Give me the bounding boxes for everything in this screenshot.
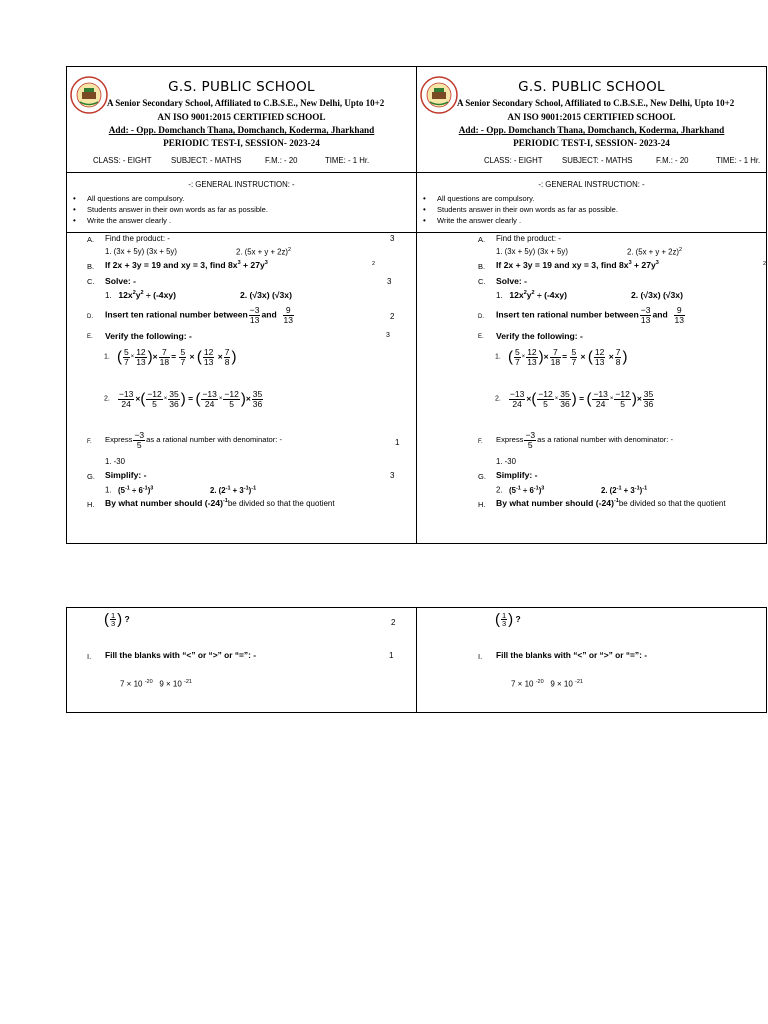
school-affiliation: A Senior Secondary School, Affiliated to C.B.S.E., New Delhi, Upto 10+2 (457, 98, 735, 108)
question-paper-right (416, 66, 767, 544)
question-text: Find the product: - (496, 234, 561, 243)
question-label: G. (87, 472, 95, 481)
school-address: Add: - Opp. Domchanch Thana, Domchanch, Koderma, Jharkhand (458, 125, 725, 135)
test-title: PERIODIC TEST-I, SESSION- 2023-24 (163, 138, 320, 148)
question-c-part-1: 1. $12x^2y^2 \div (-4xy)$ (105, 290, 177, 300)
question-label: B. (478, 262, 486, 271)
question-i-blank: 7 × 10 $^{-20}$ 9 × 10 $^{-21}$ (511, 679, 583, 689)
class-label: CLASS: - EIGHT (93, 156, 152, 165)
question-g-part-2: 2. $(2^{-1} + 3^{-1})^{-1}$ (601, 485, 648, 495)
paper-header (417, 67, 766, 173)
marks-b: 2 (372, 261, 376, 267)
instruction-item: • All questions are compulsory. (87, 193, 268, 204)
question-label: A. (478, 235, 486, 244)
verify-expression-1: 1. ( $\frac{5}{7}$ × $\frac{12}{13}$ )× $\frac{7}{18}$ = $\frac{5}{7}$ × ( $\frac{12}{13}$ × $\frac{7}{8}$ ) (104, 347, 237, 367)
question-label: H. (87, 500, 95, 509)
marks-e: 3 (386, 332, 390, 339)
time-label: TIME: - 1 Hr. (325, 156, 370, 165)
question-label: I. (478, 652, 483, 661)
question-a-part-2: 2. $(5x + y + 2z)^2$ (236, 247, 292, 257)
question-paper-left (66, 66, 417, 544)
question-h-continued: ( $\frac{1}{3}$ ) ? (104, 610, 130, 628)
question-text: By what number should $(-24)^{-1}be$ divided so that the quotient (105, 498, 335, 508)
subject-label: SUBJECT: - MATHS (562, 156, 633, 165)
instructions-list (87, 193, 268, 226)
school-name: G.S. PUBLIC SCHOOL (168, 79, 315, 95)
question-text: Simplify: - (105, 470, 147, 480)
question-text: Express $\frac{-3}{5}$ as a rational number with denominator: - (105, 430, 283, 450)
question-paper-right-continued (416, 607, 767, 713)
question-a-part-1: 1. (3x + 5y) (3x + 5y) (496, 247, 568, 256)
question-label: C. (478, 277, 486, 286)
school-address: Add: - Opp. Domchanch Thana, Domchanch, Koderma, Jharkhand (108, 125, 375, 135)
question-a-part-2: 2. $(5x + y + 2z)^2$ (627, 247, 683, 257)
question-text: Solve: - (496, 276, 528, 286)
school-affiliation: A Senior Secondary School, Affiliated to C.B.S.E., New Delhi, Upto 10+2 (107, 98, 385, 108)
question-label: B. (87, 262, 95, 271)
paper-header (67, 67, 416, 173)
verify-expression-2: 2. $\frac{-13}{24}$ ×( $\frac{-12}{5}$ × $\frac{35}{36}$ ) = ( $\frac{-13}{24}$ × $\frac{-12}{5}$ )× $\frac{35}{36}$ (104, 389, 263, 409)
marks-c: 3 (387, 277, 392, 286)
question-c-part-1: 1. $12x^2y^2 \div (-4xy)$ (496, 290, 568, 300)
question-label: D. (87, 314, 93, 320)
school-iso: AN ISO 9001:2015 CERTIFIED SCHOOL (157, 112, 326, 122)
fm-label: F.M.: - 20 (265, 156, 298, 165)
general-instructions (417, 173, 766, 233)
question-label: F. (87, 439, 92, 445)
question-text: Verify the following: - (496, 331, 583, 341)
question-text: Fill the blanks with “<” or “>” or “=”: - (105, 650, 257, 660)
class-label: CLASS: - EIGHT (484, 156, 543, 165)
instruction-item: • Write the answer clearly . (87, 215, 268, 226)
question-text: If 2x + 3y = 19 and xy = 3, find $8x^3 + 27y^3$ (105, 260, 268, 270)
instruction-item: • All questions are compulsory. (437, 193, 618, 204)
question-g-part-1: 1. $(5^{-1} \div 6^{-1})^3$ (105, 485, 154, 495)
marks-h: 2 (391, 618, 396, 627)
question-i-blank: 7 × 10 $^{-20}$ 9 × 10 $^{-21}$ (120, 679, 192, 689)
question-f-part-1: 1. -30 (496, 457, 516, 466)
question-label: G. (478, 472, 486, 481)
question-label: I. (87, 652, 92, 661)
question-h-continued: ( $\frac{1}{3}$ ) ? (495, 610, 521, 628)
marks-f: 1 (395, 438, 400, 447)
question-label: F. (478, 439, 483, 445)
question-c-part-2: 2. (√3x) (√3x) (240, 290, 292, 300)
question-label: E. (87, 334, 93, 340)
question-text: If 2x + 3y = 19 and xy = 3, find $8x^3 + 27y^3$ (496, 260, 659, 270)
marks-a: 3 (390, 234, 395, 243)
instructions-list (437, 193, 618, 226)
question-g-part-2: 2. $(2^{-1} + 3^{-1})^{-1}$ (210, 485, 257, 495)
school-iso: AN ISO 9001:2015 CERTIFIED SCHOOL (507, 112, 676, 122)
question-text: Find the product: - (105, 234, 170, 243)
instruction-item: • Students answer in their own words as far as possible. (437, 204, 618, 215)
subject-label: SUBJECT: - MATHS (171, 156, 242, 165)
instructions-title: -: GENERAL INSTRUCTION: - (538, 180, 645, 189)
school-name: G.S. PUBLIC SCHOOL (518, 79, 665, 95)
question-label: C. (87, 277, 95, 286)
question-f-part-1: 1. -30 (105, 457, 125, 466)
question-text: Express $\frac{-3}{5}$ as a rational number with denominator: - (496, 430, 674, 450)
question-c-part-2: 2. (√3x) (√3x) (631, 290, 683, 300)
instruction-item: • Write the answer clearly . (437, 215, 618, 226)
test-title: PERIODIC TEST-I, SESSION- 2023-24 (513, 138, 670, 148)
fm-label: F.M.: - 20 (656, 156, 689, 165)
question-g-part-1: 2. $(5^{-1} \div 6^{-1})^3$ (496, 485, 545, 495)
verify-expression-1: 1. ( $\frac{5}{7}$ × $\frac{12}{13}$ )× $\frac{7}{18}$ = $\frac{5}{7}$ × ( $\frac{12}{13}$ × $\frac{7}{8}$ ) (495, 347, 628, 367)
question-text: Simplify: - (496, 470, 538, 480)
question-label: D. (478, 314, 484, 320)
question-text: Solve: - (105, 276, 137, 286)
question-text: Insert ten rational number between $\frac{-3}{13}$ and $\frac{9}{13}$ (105, 305, 294, 325)
marks-b: 2 (763, 261, 767, 267)
question-label: A. (87, 235, 95, 244)
marks-g: 3 (390, 471, 395, 480)
general-instructions (67, 173, 416, 233)
instructions-title: -: GENERAL INSTRUCTION: - (188, 180, 295, 189)
question-text: Insert ten rational number between $\frac{-3}{13}$ and $\frac{9}{13}$ (496, 305, 685, 325)
verify-expression-2: 2. $\frac{-13}{24}$ ×( $\frac{-12}{5}$ × $\frac{35}{36}$ ) = ( $\frac{-13}{24}$ × $\frac{-12}{5}$ )× $\frac{35}{36}$ (495, 389, 654, 409)
marks-i: 1 (389, 651, 394, 660)
question-label: H. (478, 500, 486, 509)
question-a-part-1: 1. (3x + 5y) (3x + 5y) (105, 247, 177, 256)
question-label: E. (478, 334, 484, 340)
question-paper-left-continued (66, 607, 417, 713)
marks-d: 2 (390, 312, 395, 321)
question-text: Fill the blanks with “<” or “>” or “=”: - (496, 650, 648, 660)
question-text: Verify the following: - (105, 331, 192, 341)
question-text: By what number should $(-24)^{-1}be$ divided so that the quotient (496, 498, 726, 508)
time-label: TIME: - 1 Hr. (716, 156, 761, 165)
instruction-item: • Students answer in their own words as far as possible. (87, 204, 268, 215)
